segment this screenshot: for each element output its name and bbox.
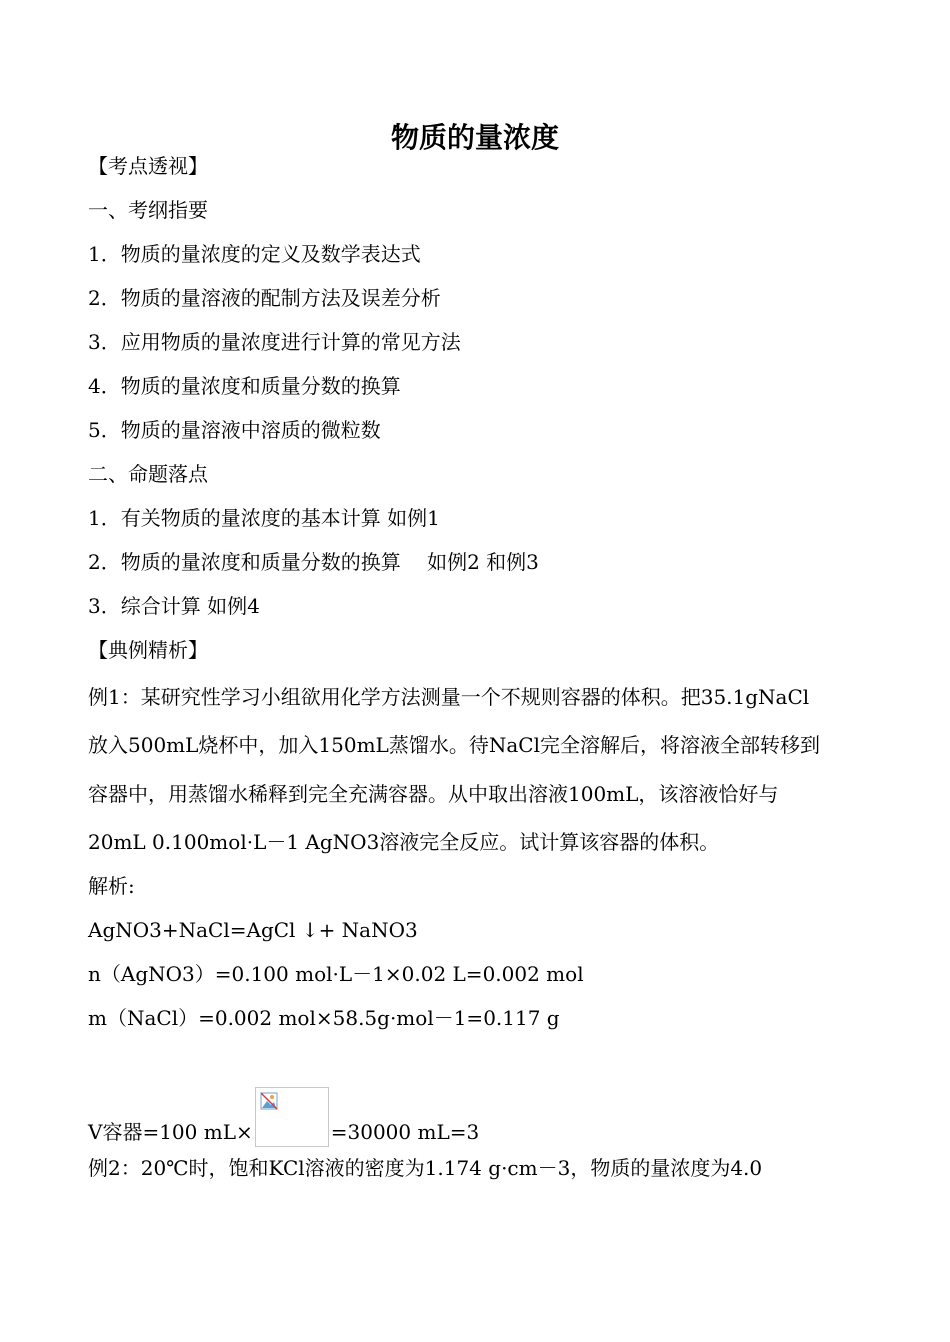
key-point-2: 2．物质的量浓度和质量分数的换算 如例2 和例3 [88,550,539,574]
broken-image-icon [260,1092,278,1110]
key-point-1: 1．有关物质的量浓度的基本计算 如例1 [88,506,440,530]
solution-equation: AgNO3+NaCl=AgCl ↓+ NaNO3 [88,918,418,942]
outline-item-3: 3．应用物质的量浓度进行计算的常见方法 [88,330,461,354]
example-1-line-3: 容器中，用蒸馏水稀释到完全充满容器。从中取出溶液100mL，该溶液恰好与 [88,782,779,806]
solution-step-1: n（AgNO3）=0.100 mol·L－1×0.02 L=0.002 mol [88,962,584,986]
outline-item-4: 4．物质的量浓度和质量分数的换算 [88,374,401,398]
example-1-line-1: 例1：某研究性学习小组欲用化学方法测量一个不规则容器的体积。把35.1gNaCl [88,685,810,709]
volume-formula-left: V容器=100 mL× [88,1120,253,1144]
page-title: 物质的量浓度 [390,121,559,154]
solution-step-2: m（NaCl）=0.002 mol×58.5g·mol－1=0.117 g [88,1006,560,1030]
volume-formula-right: =30000 mL=3 [330,1120,480,1144]
broken-image-placeholder [255,1087,329,1147]
example-1-line-4: 20mL 0.100mol·L－1 AgNO3溶液完全反应。试计算该容器的体积。 [88,830,720,854]
example-1-line-2: 放入500mL烧杯中，加入150mL蒸馏水。待NaCl完全溶解后，将溶液全部转移到 [88,733,820,757]
section-heading-key-points: 二、命题落点 [88,462,208,486]
solution-label: 解析: [88,874,135,898]
outline-item-5: 5．物质的量溶液中溶质的微粒数 [88,418,381,442]
example-2-line-1: 例2：20℃时，饱和KCl溶液的密度为1.174 g·cm－3，物质的量浓度为4.0 [88,1156,763,1180]
solution-volume-line [88,1087,479,1147]
outline-item-1: 1．物质的量浓度的定义及数学表达式 [88,242,421,266]
section-heading-exam-focus: 【考点透视】 [88,154,208,178]
section-heading-examples: 【典例精析】 [88,638,208,662]
key-point-3: 3．综合计算 如例4 [88,594,260,618]
outline-item-2: 2．物质的量溶液的配制方法及误差分析 [88,286,441,310]
section-heading-outline: 一、考纲指要 [88,198,208,222]
